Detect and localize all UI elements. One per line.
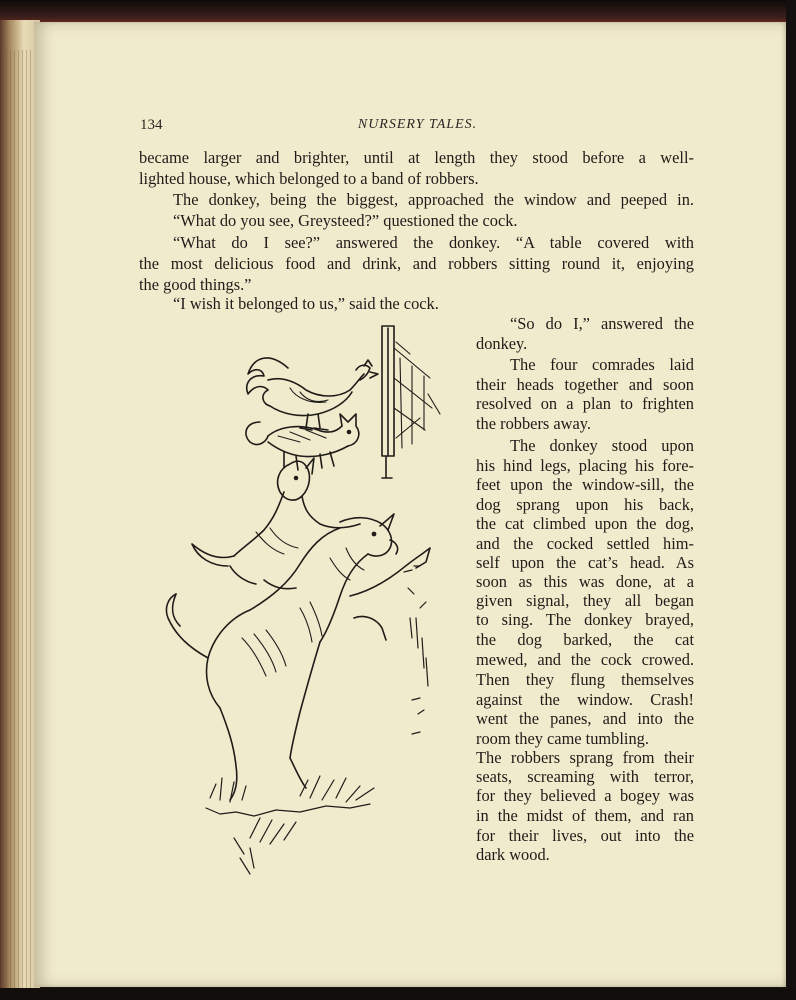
column-line: The robbers sprang from their <box>476 748 694 767</box>
column-line: against the window. Crash! <box>476 690 694 709</box>
illustration-drawing <box>150 318 470 880</box>
book-cover-bottom <box>0 988 796 1000</box>
page-edge-lines <box>6 50 32 1000</box>
column-line: “So do I,” answered the <box>510 314 694 333</box>
column-line: the dog barked, the cat <box>476 630 694 649</box>
window-frame <box>382 326 440 478</box>
text-line: the good things.” <box>139 275 252 294</box>
column-line: for their lives, out into the <box>476 826 694 845</box>
column-line: seats, screaming with terror, <box>476 767 694 786</box>
column-line: dog sprang upon his back, <box>476 495 694 514</box>
ground-grass <box>206 776 374 874</box>
page-number: 134 <box>140 117 163 133</box>
text-line: The donkey, being the biggest, approached the window and peeped in. <box>173 190 694 209</box>
glass-shards <box>404 566 428 734</box>
column-line: resolved on a plan to frighten <box>476 394 694 413</box>
book-cover-top <box>0 0 796 24</box>
text-line: “I wish it belonged to us,” said the cock. <box>173 294 439 313</box>
bremen-musicians-illustration <box>150 318 470 880</box>
column-line: went the panes, and into the <box>476 709 694 728</box>
text-line: “What do you see, Greysteed?” questioned the cock. <box>173 211 518 230</box>
text-line: became larger and brighter, until at length they stood before a well- <box>139 148 694 167</box>
column-line: the cat climbed upon the dog, <box>476 514 694 533</box>
column-line: The four comrades laid <box>510 355 694 374</box>
column-line: their heads together and soon <box>476 375 694 394</box>
column-line: given signal, they all began <box>476 591 694 610</box>
column-line: room they came tumbling. <box>476 729 649 748</box>
column-line: donkey. <box>476 334 528 353</box>
column-line: dark wood. <box>476 845 550 864</box>
column-line: soon as this was done, at a <box>476 572 694 591</box>
book-cover-right <box>786 0 796 1000</box>
column-line: The donkey stood upon <box>510 436 694 455</box>
column-line: the robbers away. <box>476 414 591 433</box>
text-line: lighted house, which belonged to a band of robbers. <box>139 169 479 188</box>
text-line: “What do I see?” answered the donkey. “A table covered with <box>173 233 694 252</box>
column-line: feet upon the window-sill, the <box>476 475 694 494</box>
column-line: in the midst of them, and ran <box>476 806 694 825</box>
text-line: the most delicious food and drink, and robbers sitting round it, enjoying <box>139 254 694 273</box>
page-header <box>140 117 695 137</box>
column-line: to sing. The donkey brayed, <box>476 610 694 629</box>
dog <box>192 458 360 589</box>
running-title: NURSERY TALES. <box>357 117 478 132</box>
column-line: mewed, and the cock crowed. <box>476 650 694 669</box>
column-line: and the cocked settled him- <box>476 534 694 553</box>
column-line: Then they flung themselves <box>476 670 694 689</box>
column-line: self upon the cat’s head. As <box>476 553 694 572</box>
column-line: his hind legs, placing his fore- <box>476 456 694 475</box>
donkey <box>166 514 430 800</box>
rooster <box>247 358 378 430</box>
column-line: for they believed a bogey was <box>476 786 694 805</box>
